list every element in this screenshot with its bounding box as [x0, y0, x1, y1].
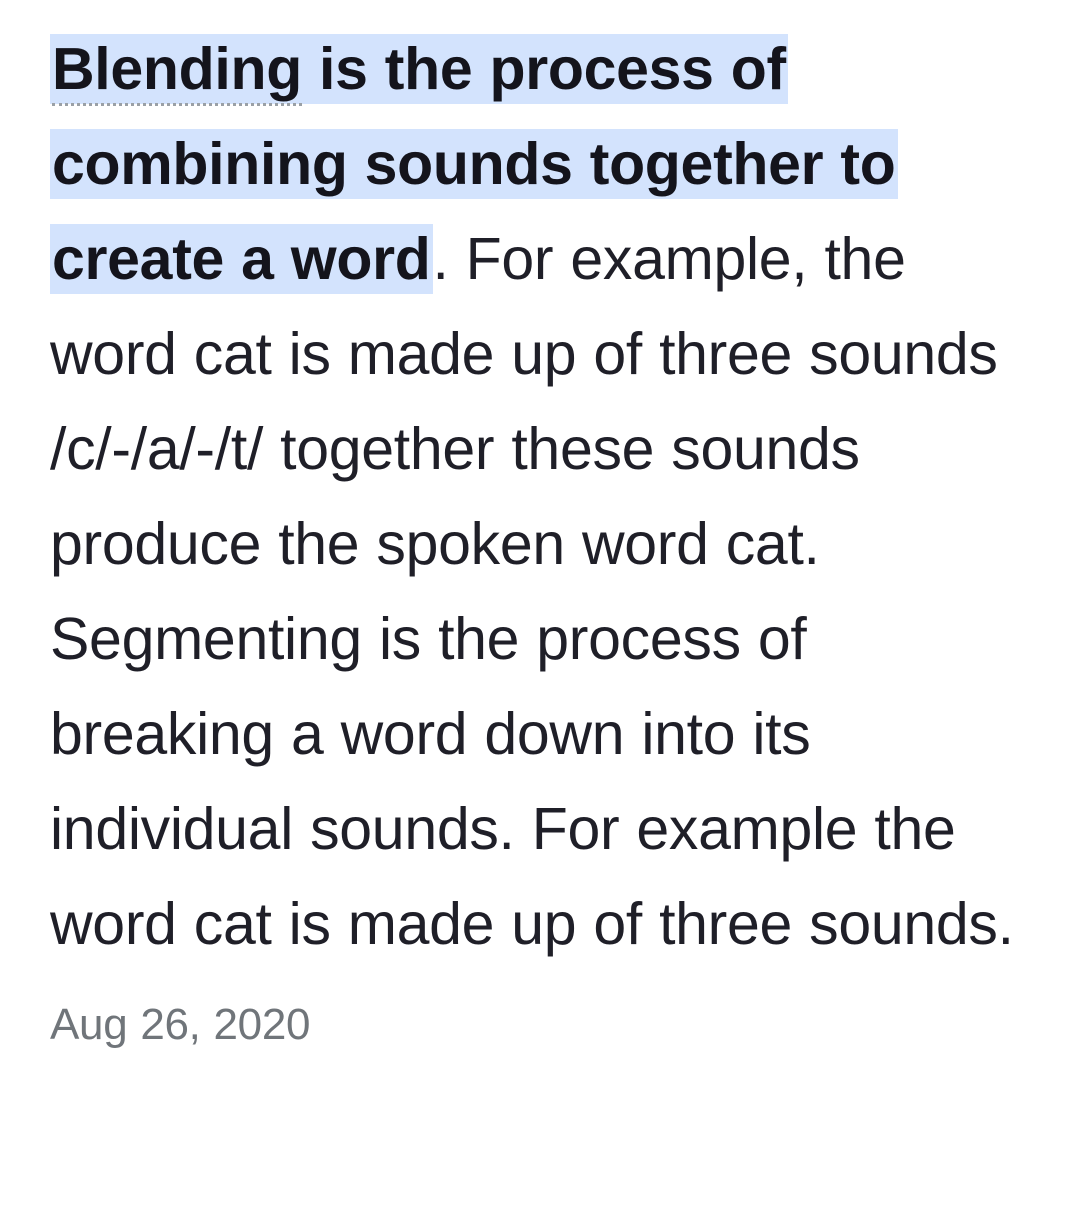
highlighted-answer-rest: is the process of combining sounds together to create a word: [52, 36, 896, 292]
phoneme-notation: /c/-/a/-/t/: [50, 416, 264, 482]
snippet-date: Aug 26, 2020: [50, 1000, 311, 1049]
snippet-answer-text: [50, 22, 1032, 1072]
snippet-body-text-1: . For example, the word cat is made up of three sounds: [50, 226, 998, 387]
definition-underline[interactable]: Blending: [52, 36, 302, 106]
snippet-body-text-2: together these sounds produce the spoken word cat. Segmenting is the process of breaking a word down into its individual sounds. For example the word cat is made up of three sounds.: [50, 416, 1014, 957]
